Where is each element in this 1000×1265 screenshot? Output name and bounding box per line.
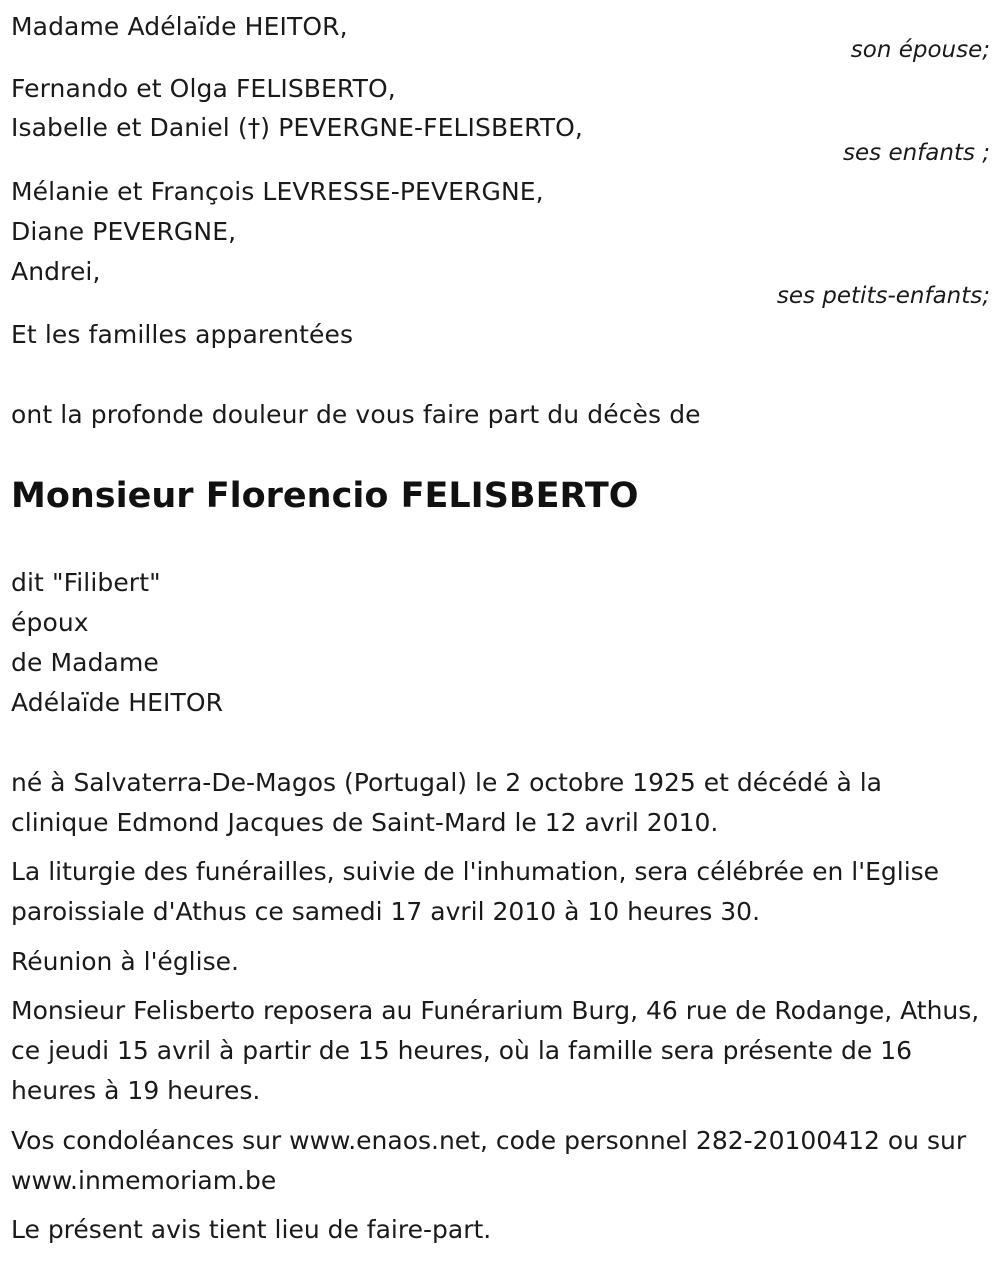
grandchild-name: Andrei,: [11, 257, 101, 286]
deceased-detail: Adélaïde HEITOR: [11, 688, 224, 717]
spouse-role: son épouse;: [850, 37, 990, 63]
children-role: ses enfants ;: [843, 140, 990, 166]
grandchildren-role: ses petits-enfants;: [776, 283, 990, 309]
spouse-name: Madame Adélaïde HEITOR,: [11, 12, 348, 41]
child-name: Fernando et Olga FELISBERTO,: [11, 74, 396, 103]
deceased-detail: de Madame: [11, 648, 159, 677]
condolences-paragraph: Vos condoléances sur www.enaos.net, code personnel 282-20100412 ou sur www.inmemoriam.be: [11, 1126, 967, 1195]
child-name: Isabelle et Daniel (†) PEVERGNE-FELISBERTO,: [11, 113, 583, 142]
grandchild-name: Mélanie et François LEVRESSE-PEVERGNE,: [11, 177, 544, 206]
gathering-paragraph: Réunion à l'église.: [11, 947, 239, 976]
deceased-detail: dit "Filibert": [11, 568, 161, 597]
birth-death-paragraph: né à Salvaterra-De-Magos (Portugal) le 2 octobre 1925 et décédé à la clinique Edmond Jacques de Saint-Mard le 12 avril 2010.: [11, 768, 882, 837]
grandchild-name: Diane PEVERGNE,: [11, 217, 237, 246]
announcement-line: ont la profonde douleur de vous faire part du décès de: [11, 400, 701, 429]
closing-paragraph: Le présent avis tient lieu de faire-part.: [11, 1215, 492, 1244]
funeral-paragraph: La liturgie des funérailles, suivie de l'inhumation, sera célébrée en l'Eglise paroissiale d'Athus ce samedi 17 avril 2010 à 10 heures 30.: [11, 857, 940, 926]
relatives-line: Et les familles apparentées: [11, 320, 354, 349]
visitation-paragraph: Monsieur Felisberto reposera au Funérarium Burg, 46 rue de Rodange, Athus, ce jeudi 15 avril à partir de 15 heures, où la famille sera présente de 16 heures à 19 heures.: [11, 996, 980, 1105]
deceased-name: Monsieur Florencio FELISBERTO: [11, 476, 639, 516]
deceased-detail: époux: [11, 608, 89, 637]
